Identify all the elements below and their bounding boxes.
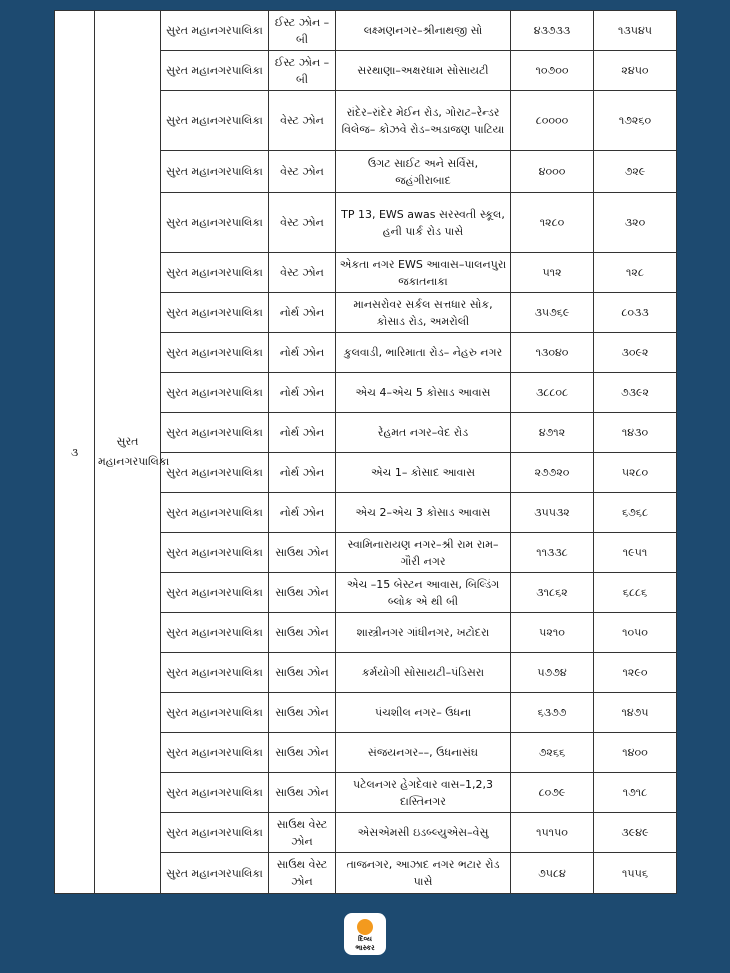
- logo-line2: ભાસ્કર: [355, 944, 375, 952]
- count-cell-b: ૭૨૯: [594, 151, 677, 193]
- location-cell: એચ 2–એચ 3 કોસાડ આવાસ: [336, 493, 511, 533]
- count-cell-a: ૫૨૧૦: [511, 613, 594, 653]
- zone-cell: સાઉથ ઝોન: [269, 693, 336, 733]
- corp-cell: સુરત મહાનગરપાલિકા: [161, 373, 269, 413]
- location-cell: રાંદેર–રાંદેર મેઈન રોડ, ગોરાટ–રેન્ડર વિલેજ– કોઝવે રોડ–અડાજણ પાટિયા: [336, 91, 511, 151]
- location-cell: એચ –15 બેસ્ટન આવાસ, બિલ્ડિંગ બ્લોક એ થી બી: [336, 573, 511, 613]
- location-cell: TP 13, EWS awas સરસ્વતી સ્કૂલ, હની પાર્ક રોડ પાસે: [336, 193, 511, 253]
- count-cell-b: ૮૦૩૩: [594, 293, 677, 333]
- count-cell-a: ૭૫૮૪: [511, 853, 594, 894]
- table-row: [55, 11, 677, 51]
- location-cell: સરથાણા–અક્ષરધામ સોસાયટી: [336, 51, 511, 91]
- corp-cell: સુરત મહાનગરપાલિકા: [161, 813, 269, 853]
- zone-cell: ઈસ્ટ ઝોન – બી: [269, 11, 336, 51]
- corp-cell: સુરત મહાનગરપાલિકા: [161, 613, 269, 653]
- corp-cell: સુરત મહાનગરપાલિકા: [161, 853, 269, 894]
- sun-icon: [357, 919, 373, 935]
- count-cell-a: ૩૮૮૦૮: [511, 373, 594, 413]
- count-cell-b: ૧૪૦૦: [594, 733, 677, 773]
- logo-line1: દિવ્ય: [358, 935, 372, 943]
- corp-cell: સુરત મહાનગરપાલિકા: [161, 733, 269, 773]
- count-cell-a: ૮૦૦૦૦: [511, 91, 594, 151]
- corp-cell: સુરત મહાનગરપાલિકા: [161, 773, 269, 813]
- location-cell: પંચશીલ નગર– ઉધના: [336, 693, 511, 733]
- count-cell-a: ૧૦૭૦૦: [511, 51, 594, 91]
- count-cell-b: ૧૪૩૦: [594, 413, 677, 453]
- zone-cell: સાઉથ ઝોન: [269, 773, 336, 813]
- serial-cell: ૩: [55, 11, 95, 894]
- zone-cell: ઈસ્ટ ઝોન – બી: [269, 51, 336, 91]
- count-cell-b: ૬૮૮૬: [594, 573, 677, 613]
- count-cell-b: ૧૫૫૬: [594, 853, 677, 894]
- count-cell-b: ૫૨૮૦: [594, 453, 677, 493]
- location-cell: શાસ્ત્રીનગર ગાંધીનગર, ખટોદરા: [336, 613, 511, 653]
- zone-cell: નોર્થ ઝોન: [269, 453, 336, 493]
- count-cell-a: ૩૫૭૬૯: [511, 293, 594, 333]
- location-cell: એચ 4–એચ 5 કોસાડ આવાસ: [336, 373, 511, 413]
- corp-cell: સુરત મહાનગરપાલિકા: [161, 333, 269, 373]
- count-cell-b: ૧૨૮: [594, 253, 677, 293]
- count-cell-a: ૫૭૭૪: [511, 653, 594, 693]
- count-cell-b: ૧૩૫૪૫: [594, 11, 677, 51]
- count-cell-b: ૬૭૬૮: [594, 493, 677, 533]
- corp-cell: સુરત મહાનગરપાલિકા: [161, 91, 269, 151]
- count-cell-a: ૩૫૫૩૨: [511, 493, 594, 533]
- city-cell: સુરત મહાનગરપાલિકા: [95, 11, 161, 894]
- location-cell: એસએમસી ઇડબ્લ્યુએસ–વેસુ: [336, 813, 511, 853]
- zone-cell: સાઉથ વેસ્ટ ઝોન: [269, 813, 336, 853]
- count-cell-b: ૧૭૨૬૦: [594, 91, 677, 151]
- count-cell-a: ૪૩૭૩૩: [511, 11, 594, 51]
- location-cell: કુલવાડી, ભારિમાતા રોડ– નેહરુ નગર: [336, 333, 511, 373]
- zone-cell: વેસ્ટ ઝોન: [269, 193, 336, 253]
- location-cell: સ્વામિનારાયણ નગર–શ્રી રામ રામ–ગૌરી નગર: [336, 533, 511, 573]
- zone-cell: નોર્થ ઝોન: [269, 493, 336, 533]
- count-cell-a: ૪૭૧૨: [511, 413, 594, 453]
- zone-cell: સાઉથ ઝોન: [269, 613, 336, 653]
- zone-cell: નોર્થ ઝોન: [269, 293, 336, 333]
- zone-cell: સાઉથ ઝોન: [269, 573, 336, 613]
- zone-cell: સાઉથ ઝોન: [269, 533, 336, 573]
- zone-cell: વેસ્ટ ઝોન: [269, 151, 336, 193]
- count-cell-a: ૪૦૦૦: [511, 151, 594, 193]
- corp-cell: સુરત મહાનગરપાલિકા: [161, 533, 269, 573]
- location-cell: લક્ષ્મણનગર–શ્રીનાથજી સો: [336, 11, 511, 51]
- zone-cell: નોર્થ ઝોન: [269, 373, 336, 413]
- corp-cell: સુરત મહાનગરપાલિકા: [161, 413, 269, 453]
- location-cell: ઉગટ સાઈટ અને સર્વિસ, જહંગીરાબાદ: [336, 151, 511, 193]
- corp-cell: સુરત મહાનગરપાલિકા: [161, 653, 269, 693]
- count-cell-a: ૬૩૭૭: [511, 693, 594, 733]
- corp-cell: સુરત મહાનગરપાલિકા: [161, 573, 269, 613]
- location-cell: સંજયનગર––, ઉધનાસંઘ: [336, 733, 511, 773]
- count-cell-b: ૧૨૯૦: [594, 653, 677, 693]
- corp-cell: સુરત મહાનગરપાલિકા: [161, 293, 269, 333]
- data-table-sheet: [54, 10, 676, 894]
- corp-cell: સુરત મહાનગરપાલિકા: [161, 151, 269, 193]
- corp-cell: સુરત મહાનગરપાલિકા: [161, 11, 269, 51]
- count-cell-a: ૮૦૭૯: [511, 773, 594, 813]
- corp-cell: સુરત મહાનગરપાલિકા: [161, 253, 269, 293]
- corp-cell: સુરત મહાનગરપાલિકા: [161, 453, 269, 493]
- location-cell: એકતા નગર EWS આવાસ–પાલનપુરા જકાતનાકા: [336, 253, 511, 293]
- count-cell-b: ૧૭૧૮: [594, 773, 677, 813]
- count-cell-a: ૫૧૨: [511, 253, 594, 293]
- data-table: [54, 10, 677, 894]
- count-cell-b: ૧૦૫૦: [594, 613, 677, 653]
- corp-cell: સુરત મહાનગરપાલિકા: [161, 693, 269, 733]
- count-cell-a: ૧૩૦૪૦: [511, 333, 594, 373]
- location-cell: કર્મયોગી સોસાયટી–પંડિસરા: [336, 653, 511, 693]
- divya-bhaskar-logo: [344, 913, 386, 955]
- count-cell-b: ૨૪૫૦: [594, 51, 677, 91]
- corp-cell: સુરત મહાનગરપાલિકા: [161, 51, 269, 91]
- count-cell-a: ૧૨૮૦: [511, 193, 594, 253]
- location-cell: તાજનગર, આઝાદ નગર ભટાર રોડ પાસે: [336, 853, 511, 894]
- corp-cell: સુરત મહાનગરપાલિકા: [161, 193, 269, 253]
- corp-cell: સુરત મહાનગરપાલિકા: [161, 493, 269, 533]
- location-cell: માનસરોવર સર્કલ સત્તધાર સોક, કોસાડ રોડ, અમરોલી: [336, 293, 511, 333]
- zone-cell: સાઉથ વેસ્ટ ઝોન: [269, 853, 336, 894]
- count-cell-b: ૩૦૯૨: [594, 333, 677, 373]
- zone-cell: સાઉથ ઝોન: [269, 733, 336, 773]
- count-cell-a: ૩૧૮૬૨: [511, 573, 594, 613]
- zone-cell: વેસ્ટ ઝોન: [269, 91, 336, 151]
- count-cell-a: ૭૨૬૬: [511, 733, 594, 773]
- count-cell-b: ૩૨૦: [594, 193, 677, 253]
- count-cell-b: ૭૩૯૨: [594, 373, 677, 413]
- location-cell: રેહમત નગર–વેદ રોડ: [336, 413, 511, 453]
- zone-cell: નોર્થ ઝોન: [269, 333, 336, 373]
- count-cell-a: ૨૭૭૨૦: [511, 453, 594, 493]
- count-cell-a: ૧૫૧૫૦: [511, 813, 594, 853]
- count-cell-b: ૩૯૪૯: [594, 813, 677, 853]
- zone-cell: નોર્થ ઝોન: [269, 413, 336, 453]
- location-cell: એચ 1– કોસાદ આવાસ: [336, 453, 511, 493]
- count-cell-b: ૧૯૫૧: [594, 533, 677, 573]
- count-cell-a: ૧૧૩૩૮: [511, 533, 594, 573]
- count-cell-b: ૧૪૭૫: [594, 693, 677, 733]
- zone-cell: વેસ્ટ ઝોન: [269, 253, 336, 293]
- location-cell: પટેલનગર હેગદેવાર વાસ–1,2,3 દાસ્તિનગર: [336, 773, 511, 813]
- zone-cell: સાઉથ ઝોન: [269, 653, 336, 693]
